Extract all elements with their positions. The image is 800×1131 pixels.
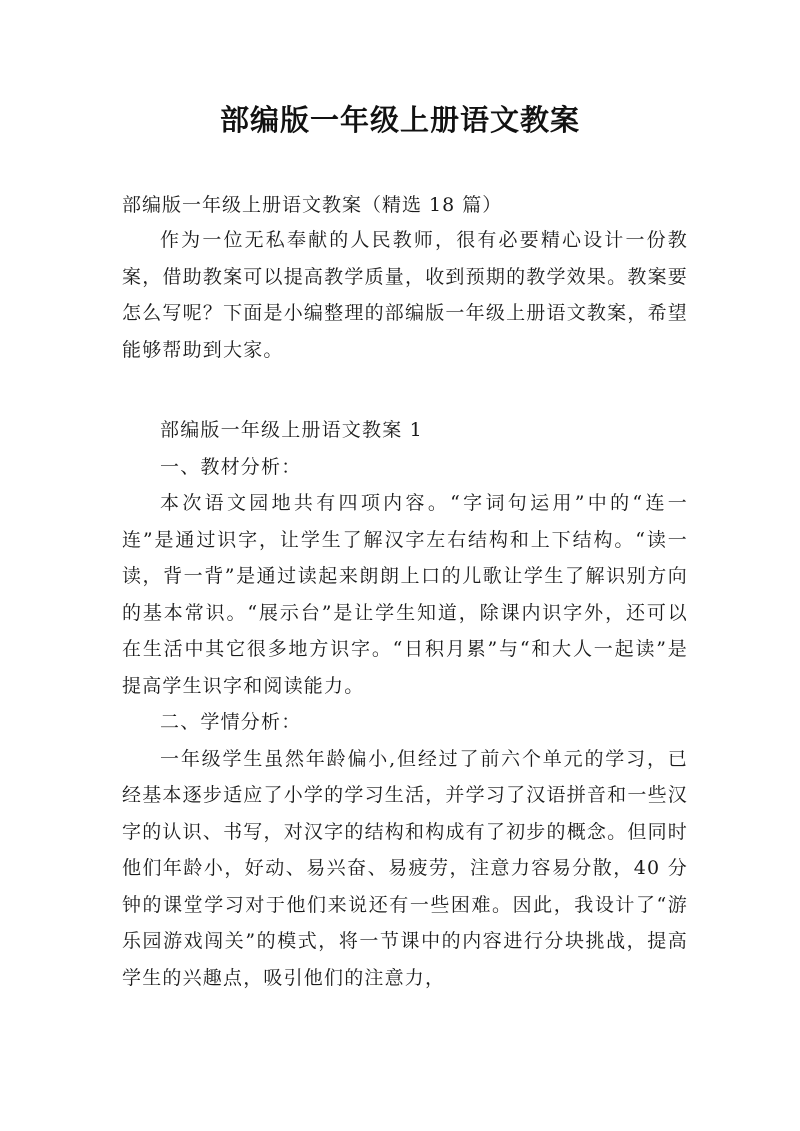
document-title: 部编版一年级上册语文教案	[219, 103, 580, 137]
part1-paragraph: 本次语文园地共有四项内容。“字词句运用”中的“连一连”是通过识字，让学生了解汉字左右结构和上下结构。“读一读，背一背”是通过读起来朗朗上口的儿歌让学生了解识别方向的基本常识。“展示台”是让学生知道，除课内识字外，还可以在生活中其它很多地方识字。“日积月累”与“和大人一起读”是提高学生识字和阅读能力。	[122, 492, 688, 697]
intro-paragraph: 作为一位无私奉献的人民教师，很有必要精心设计一份教案，借助教案可以提高教学质量，收到预期的教学效果。教案要怎么写呢？下面是小编整理的部编版一年级上册语文教案，希望能够帮助到大家。	[122, 229, 688, 361]
document-subtitle: 部编版一年级上册语文教案（精选 18 篇）	[122, 194, 503, 216]
intro-block	[122, 222, 688, 368]
section-block	[122, 412, 688, 996]
part2-paragraph: 一年级学生虽然年龄偏小,但经过了前六个单元的学习，已经基本逐步适应了小学的学习生活，并学习了汉语拼音和一些汉字的认识、书写，对汉字的结构和构成有了初步的概念。但同时他们年龄小，好动、易兴奋、易疲劳，注意力容易分散，40 分钟的课堂学习对于他们来说还有一些困难。因此，我设计了“游乐园游戏闯关”的模式，将一节课中的内容进行分块挑战，提高学生的兴趣点，吸引他们的注意力，	[122, 747, 688, 989]
part2-heading: 二、学情分析：	[160, 711, 302, 733]
part1-heading: 一、教材分析：	[160, 455, 302, 478]
section-title: 部编版一年级上册语文教案 1	[160, 419, 423, 441]
